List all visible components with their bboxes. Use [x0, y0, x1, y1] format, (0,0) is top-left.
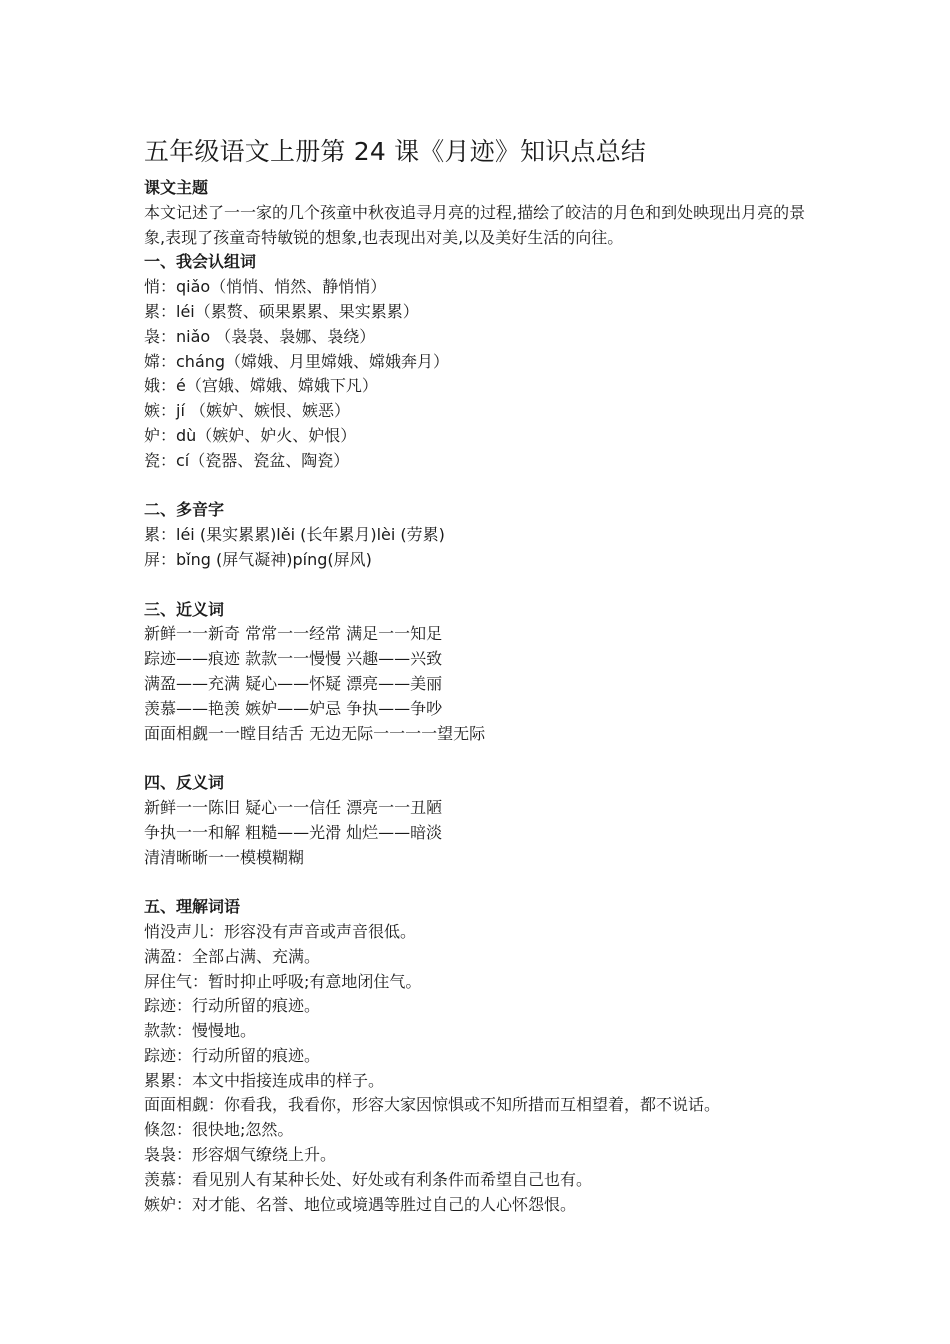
- synonyms-line: 羡慕——艳羡 嫉妒——妒忌 争执——争吵: [144, 698, 443, 718]
- theme-heading: 课文主题: [144, 178, 209, 197]
- spacer: [144, 474, 824, 499]
- theme-section: [144, 176, 824, 250]
- synonyms-line: 新鲜一一新奇 常常一一经常 满足一一知足: [144, 624, 443, 644]
- meanings-line: 满盈：全部占满、充满。: [144, 946, 321, 966]
- meanings-line: 踪迹：行动所留的痕迹。: [144, 996, 321, 1016]
- meanings-section: [144, 895, 824, 1217]
- antonyms-line: 清清晰晰一一模模糊糊: [144, 847, 305, 867]
- meanings-heading: 五、理解词语: [144, 897, 241, 917]
- antonyms-line: 新鲜一一陈旧 疑心一一信任 漂亮一一丑陋: [144, 797, 443, 817]
- words-line: 袅：niǎo （袅袅、袅娜、袅绕）: [144, 326, 376, 346]
- spacer: [144, 870, 824, 895]
- meanings-line: 款款：慢慢地。: [144, 1021, 257, 1041]
- synonyms-line: 踪迹——痕迹 款款一一慢慢 兴趣——兴致: [144, 649, 443, 669]
- words-line: 嫉：jí （嫉妒、嫉恨、嫉恶）: [144, 401, 350, 421]
- meanings-line: 踪迹：行动所留的痕迹。: [144, 1045, 321, 1065]
- meanings-line: 悄没声儿：形容没有声音或声音很低。: [144, 921, 417, 941]
- page-title: 五年级语文上册第 24 课《月迹》知识点总结: [144, 137, 647, 166]
- antonyms-line: 争执一一和解 粗糙——光滑 灿烂——暗淡: [144, 822, 443, 842]
- meanings-line: 屏住气：暂时抑止呼吸;有意地闭住气。: [144, 971, 422, 991]
- meanings-line: 嫉妒：对才能、名誉、地位或境遇等胜过自己的人心怀怨恨。: [144, 1194, 577, 1214]
- spacer: [144, 746, 824, 771]
- words-line: 瓷：cí（瓷器、瓷盆、陶瓷）: [144, 450, 350, 470]
- meanings-line: 累累：本文中指接连成串的样子。: [144, 1070, 385, 1090]
- synonyms-line: 面面相觑一一瞠目结舌 无边无际一一一一望无际: [144, 723, 486, 743]
- meanings-line: 袅袅：形容烟气缭绕上升。: [144, 1145, 337, 1165]
- polyphones-heading: 二、多音字: [144, 500, 225, 520]
- synonyms-section: [144, 598, 824, 747]
- polyphones-line: 屏：bǐng (屏气凝神)píng(屏风): [144, 549, 372, 569]
- synonyms-heading: 三、近义词: [144, 599, 225, 619]
- synonyms-line: 满盈——充满 疑心——怀疑 漂亮——美丽: [144, 673, 443, 693]
- antonyms-section: [144, 771, 824, 870]
- meanings-line: 面面相觑：你看我，我看你，形容大家因惊惧或不知所措而互相望着，都不说话。: [144, 1095, 721, 1115]
- theme-text: 本文记述了一一家的几个孩童中秋夜追寻月亮的过程,描绘了皎洁的月色和到处映现出月亮的景象,表现了孩童奇特敏锐的想象,也表现出对美,以及美好生活的向往。: [144, 202, 806, 247]
- words-section: [144, 250, 824, 473]
- words-line: 娥：é（宫娥、嫦娥、嫦娥下凡）: [144, 376, 378, 396]
- words-line: 妒：dù（嫉妒、妒火、妒恨）: [144, 425, 357, 445]
- meanings-line: 倏忽：很快地;忽然。: [144, 1120, 294, 1140]
- words-line: 嫦：cháng（嫦娥、月里嫦娥、嫦娥奔月）: [144, 351, 450, 371]
- polyphones-line: 累：léi (果实累累)lěi (长年累月)lèi (劳累): [144, 525, 445, 545]
- polyphones-section: [144, 498, 824, 572]
- antonyms-heading: 四、反义词: [144, 773, 225, 793]
- words-heading: 一、我会认组词: [144, 252, 257, 272]
- spacer: [144, 573, 824, 598]
- document-page: [144, 132, 824, 1217]
- words-line: 悄：qiǎo（悄悄、悄然、静悄悄）: [144, 277, 387, 297]
- words-line: 累：léi（累赘、硕果累累、果实累累）: [144, 301, 419, 321]
- meanings-line: 羡慕：看见别人有某种长处、好处或有利条件而希望自己也有。: [144, 1169, 593, 1189]
